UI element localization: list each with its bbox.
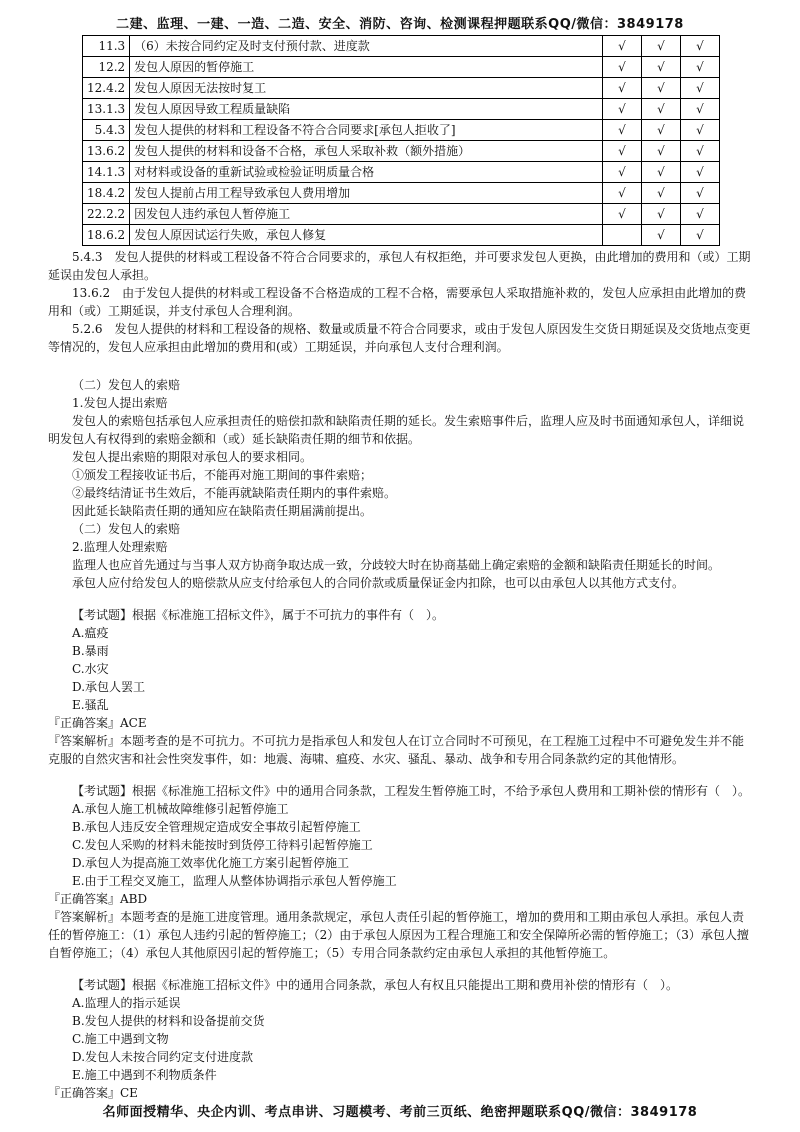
paragraph: 5.2.6 发包人提供的材料和工程设备的规格、数量或质量不符合合同要求，或由于发包人原因发生交货日期延误及交货地点变更等情况的，发包人应承担由此增加的费用和(或）工期延误，并向承包人支付合理利润。 [48,322,751,354]
clause-description: 发包人原因无法按时复工 [130,78,603,99]
paragraph: 因此延长缺陷责任期的通知应在缺陷责任期届满前提出。 [72,504,373,518]
paragraph: 承包人应付给发包人的赔偿款从应支付给承包人的合同价款或质量保证金内扣除，也可以由承包人以其他方式支付。 [72,576,685,590]
clause-description: 发包人提供的材料和设备不合格，承包人采取补救（额外措施） [130,141,603,162]
clause-number: 18.4.2 [83,183,130,204]
table-row [83,99,720,120]
clause-description: 发包人提前占用工程导致承包人费用增加 [130,183,603,204]
table-row [83,225,720,246]
option: A.监理人的指示延误 [72,996,181,1010]
page-footer: 名师面授精华、央企内训、考点串讲、习题模考、考前三页纸、绝密押题联系QQ/微信：3849178 [102,1105,698,1120]
check-mark: √ [642,204,681,225]
section-heading: （二）发包人的索赔 [72,522,181,536]
clause-description: 发包人原因试运行失败，承包人修复 [130,225,603,246]
page-header: 二建、监理、一建、一造、二造、安全、消防、咨询、检测课程押题联系QQ/微信：3849178 [116,17,684,32]
check-mark: √ [603,99,642,120]
document-body [48,248,753,1102]
option: D.承包人为提高施工效率优化施工方案引起暂停施工 [72,856,350,870]
check-mark: √ [603,36,642,57]
clause-number: 13.1.3 [83,99,130,120]
clause-number: 13.6.2 [83,141,130,162]
check-mark: √ [681,99,720,120]
clause-description: 发包人原因的暂停施工 [130,57,603,78]
paragraph: 发包人提出索赔的期限对承包人的要求相同。 [72,450,313,464]
clause-number: 22.2.2 [83,204,130,225]
table-row [83,36,720,57]
check-mark: √ [642,78,681,99]
answer: 『正确答案』CE [48,1086,138,1100]
table-row [83,183,720,204]
table-row [83,204,720,225]
check-mark: √ [642,141,681,162]
check-mark: √ [603,183,642,204]
check-mark: √ [681,183,720,204]
check-mark: √ [603,204,642,225]
clause-number: 11.3 [83,36,130,57]
check-mark: √ [681,78,720,99]
paragraph: 5.4.3 发包人提供的材料或工程设备不符合合同要求的，承包人有权拒绝，并可要求发包人更换，由此增加的费用和（或）工期延误由发包人承担。 [48,250,751,282]
question-stem: 【考试题】根据《标准施工招标文件》中的通用合同条款，承包人有权且只能提出工期和费用补偿的情形有（ ）。 [72,978,679,992]
list-item: ①颁发工程接收证书后，不能再对施工期间的事件索赔； [72,468,373,482]
table-row [83,78,720,99]
sub-heading: 2.监理人处理索赔 [72,540,168,554]
check-mark: √ [681,120,720,141]
clause-description: （6）未按合同约定及时支付预付款、进度款 [130,36,603,57]
option: B.承包人违反安全管理规定造成安全事故引起暂停施工 [72,820,361,834]
section-heading: （二）发包人的索赔 [72,378,181,392]
clause-number: 18.6.2 [83,225,130,246]
question-stem: 【考试题】根据《标准施工招标文件》中的通用合同条款，工程发生暂停施工时，不给予承包人费用和工期补偿的情形有（ ）。 [72,784,751,798]
paragraph: 13.6.2 由于发包人提供的材料或工程设备不合格造成的工程不合格，需要承包人采取措施补救的，发包人应承担由此增加的费用和（或）工期延误，并支付承包人合理利润。 [48,286,747,318]
check-mark: √ [603,78,642,99]
clause-number: 12.2 [83,57,130,78]
option: E.由于工程交叉施工，监理人从整体协调指示承包人暂停施工 [72,874,397,888]
analysis: 『答案解析』本题考查的是施工进度管理。通用条款规定，承包人责任引起的暂停施工，增加的费用和工期由承包人承担。承包人责任的暂停施工：（1）承包人违约引起的暂停施工；（2）由于承包人原因为工程合理施工和安全保障所必需的暂停施工；（3）承包人擅自暂停施工；（4）承包人其他原因引起的暂停施工；（5）专用合同条款约定由承包人承担的其他暂停施工。 [48,910,749,960]
option: D.发包人未按合同约定支付进度款 [72,1050,254,1064]
check-mark: √ [681,162,720,183]
clause-description: 发包人原因导致工程质量缺陷 [130,99,603,120]
check-mark: √ [642,225,681,246]
check-mark: √ [642,99,681,120]
check-mark [603,225,642,246]
check-mark: √ [681,225,720,246]
clause-description: 因发包人违约承包人暂停施工 [130,204,603,225]
clause-description: 发包人提供的材料和工程设备不符合合同要求[承包人拒收了] [130,120,603,141]
sub-heading: 1.发包人提出索赔 [72,396,168,410]
table-row [83,120,720,141]
clause-number: 12.4.2 [83,78,130,99]
analysis: 『答案解析』本题考查的是不可抗力。不可抗力是指承包人和发包人在订立合同时不可预见，在工程施工过程中不可避免发生并不能克服的自然灾害和社会性突发事件，如：地震、海啸、瘟疫、水灾、骚乱、暴动、战争和专用合同条款约定的其他情形。 [48,734,745,766]
check-mark: √ [603,141,642,162]
option: C.发包人采购的材料未能按时到货停工待料引起暂停施工 [72,838,373,852]
check-mark: √ [681,204,720,225]
compensation-table [82,35,720,246]
check-mark: √ [642,57,681,78]
clause-number: 5.4.3 [83,120,130,141]
check-mark: √ [642,162,681,183]
answer: 『正确答案』ACE [48,716,147,730]
check-mark: √ [603,57,642,78]
option: A.瘟疫 [72,626,109,640]
option: B.发包人提供的材料和设备提前交货 [72,1014,265,1028]
list-item: ②最终结清证书生效后，不能再就缺陷责任期内的事件索赔。 [72,486,397,500]
option: E.施工中遇到不利物质条件 [72,1068,217,1082]
answer: 『正确答案』ABD [48,892,148,906]
option: C.施工中遇到文物 [72,1032,169,1046]
check-mark: √ [681,36,720,57]
option: E.骚乱 [72,698,109,712]
question-stem: 【考试题】根据《标准施工招标文件》，属于不可抗力的事件有（ ）。 [72,608,445,622]
paragraph: 发包人的索赔包括承包人应承担责任的赔偿扣款和缺陷责任期的延长。发生索赔事件后，监理人应及时书面通知承包人，详细说明发包人有权得到的索赔金额和（或）延长缺陷责任期的细节和依据。 [48,414,745,446]
table-row [83,162,720,183]
option: B.暴雨 [72,644,109,658]
option: C.水灾 [72,662,109,676]
paragraph: 监理人也应首先通过与当事人双方协商争取达成一致，分歧较大时在协商基础上确定索赔的金额和缺陷责任期延长的时间。 [72,558,721,572]
table-row [83,141,720,162]
check-mark: √ [603,162,642,183]
check-mark: √ [642,120,681,141]
check-mark: √ [642,183,681,204]
table-row [83,57,720,78]
check-mark: √ [681,57,720,78]
check-mark: √ [681,141,720,162]
clause-number: 14.1.3 [83,162,130,183]
check-mark: √ [642,36,681,57]
clause-description: 对材料或设备的重新试验或检验证明质量合格 [130,162,603,183]
option: D.承包人罢工 [72,680,146,694]
check-mark: √ [603,120,642,141]
option: A.承包人施工机械故障维修引起暂停施工 [72,802,289,816]
